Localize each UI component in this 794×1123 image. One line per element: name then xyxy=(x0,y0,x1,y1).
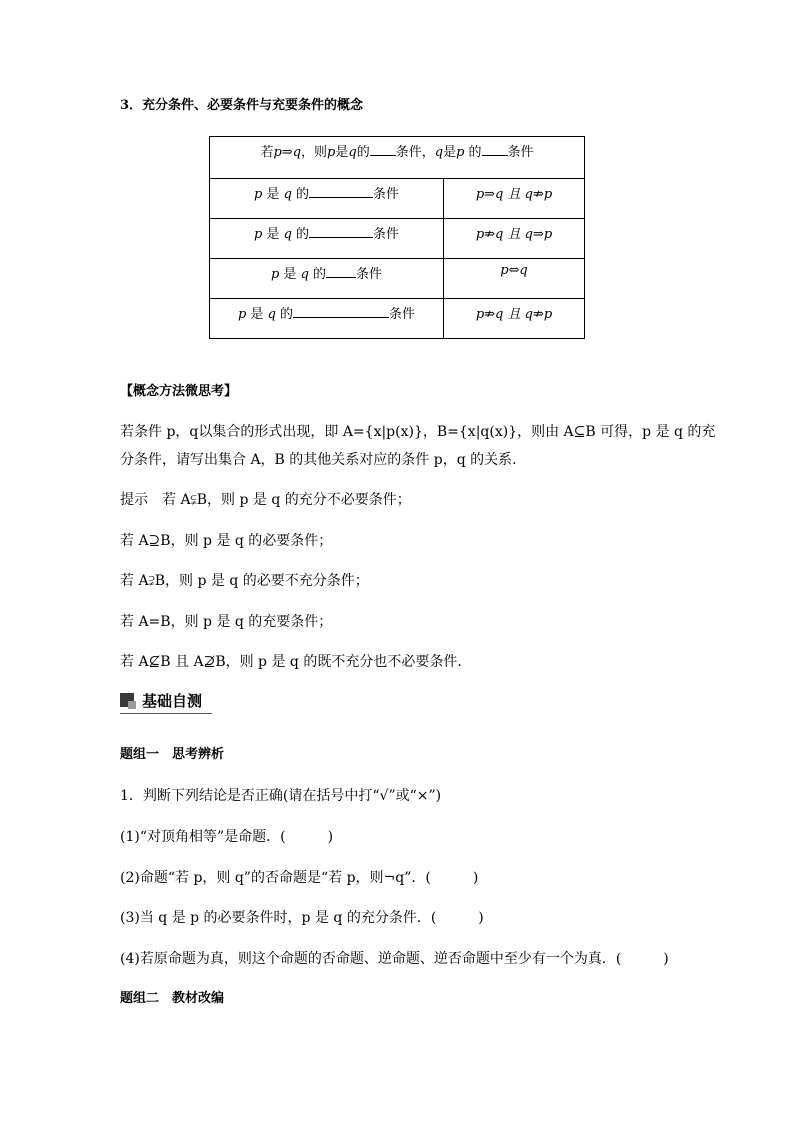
header-text: 条件， xyxy=(395,145,435,160)
cell-text: 条件 xyxy=(373,187,400,202)
relation-text: p⇒q 且 q⇏p xyxy=(475,187,553,202)
cell-text: 是 xyxy=(283,267,297,282)
var-q: q xyxy=(283,187,292,202)
cell-text: 的 xyxy=(280,307,294,322)
answer-blank xyxy=(293,305,389,318)
var-q: q xyxy=(267,307,276,322)
table-row xyxy=(210,299,585,339)
cell-text: 条件 xyxy=(356,267,383,282)
condition-cell xyxy=(210,299,444,339)
answer-blank xyxy=(326,265,356,278)
var-q: q xyxy=(283,227,292,242)
relation-text: p⇏q 且 q⇏p xyxy=(475,307,553,322)
table-row xyxy=(210,219,585,259)
answer-blank xyxy=(309,225,373,238)
cell-text: 是 xyxy=(266,187,280,202)
table-header-cell xyxy=(210,137,585,179)
condition-cell xyxy=(210,259,444,299)
think-question-line2: 分条件，请写出集合 A，B 的其他关系对应的条件 p，q 的关系． xyxy=(120,452,527,468)
statement-4: (4)若原命题为真，则这个命题的否命题、逆命题、逆否命题中至少有一个为真．( ) xyxy=(120,951,669,967)
cell-text: 条件 xyxy=(373,227,400,242)
answer-blank xyxy=(370,143,396,156)
header-underline xyxy=(120,713,212,714)
header-square-accent-icon xyxy=(128,701,136,709)
var-p: p xyxy=(456,145,465,160)
answer-blank xyxy=(309,185,373,198)
var-q: q xyxy=(292,145,302,160)
condition-cell xyxy=(210,219,444,259)
hint-line-2: 若 A⊇B，则 p 是 q 的必要条件； xyxy=(120,533,333,549)
header-text: 的 xyxy=(356,145,370,160)
cell-text: 的 xyxy=(313,267,327,282)
cell-text: 是 xyxy=(250,307,264,322)
relation-text: p⇔q xyxy=(500,263,528,278)
question-1: 1．判断下列结论是否正确(请在括号中打“√”或“×”) xyxy=(120,788,442,804)
think-question-line1: 若条件 p，q以集合的形式出现，即 A={x|p(x)}，B={x|q(x)}，则由 A⊆B 可得，p 是 q 的充 xyxy=(120,424,716,440)
var-p: p xyxy=(270,267,280,282)
cell-text: 条件 xyxy=(389,307,416,322)
statement-1: (1)“对顶角相等”是命题．( ) xyxy=(120,829,334,845)
var-p: p xyxy=(273,145,282,160)
table-row xyxy=(210,179,585,219)
hint-line-3: 若 A⫌B，则 p 是 q 的必要不充分条件； xyxy=(120,573,369,589)
var-p: p xyxy=(253,227,263,242)
header-text: 是 xyxy=(335,145,349,160)
section-title: 3．充分条件、必要条件与充要条件的概念 xyxy=(120,98,364,113)
relation-cell xyxy=(444,259,585,299)
implies-arrow: ⇒ xyxy=(281,145,293,160)
var-q: q xyxy=(300,267,309,282)
header-text: 若 xyxy=(260,145,274,160)
group-two-title: 题组二 教材改编 xyxy=(120,991,225,1006)
cell-text: 的 xyxy=(296,227,310,242)
condition-table xyxy=(209,136,585,339)
think-title: 【概念方法微思考】 xyxy=(120,384,238,399)
group-one-title: 题组一 思考辨析 xyxy=(120,747,225,762)
var-q: q xyxy=(348,145,357,160)
condition-cell xyxy=(210,179,444,219)
cell-text: 是 xyxy=(266,227,280,242)
statement-3: (3)当 q 是 p 的必要条件时，p 是 q 的充分条件．( ) xyxy=(120,910,484,926)
header-text: ，则 xyxy=(301,145,328,160)
header-text: 条件 xyxy=(507,145,534,160)
var-p: p xyxy=(237,307,247,322)
var-q: q xyxy=(434,145,444,160)
relation-cell xyxy=(444,219,585,259)
var-p: p xyxy=(253,187,263,202)
basic-test-title: 基础自测 xyxy=(142,692,203,710)
relation-cell xyxy=(444,179,585,219)
answer-blank xyxy=(482,143,508,156)
header-text: 是 xyxy=(443,145,457,160)
relation-cell xyxy=(444,299,585,339)
hint-line-5: 若 A⊈B 且 A⊉B，则 p 是 q 的既不充分也不必要条件． xyxy=(120,654,472,670)
hint-line-4: 若 A=B，则 p 是 q 的充要条件； xyxy=(120,614,333,630)
table-header-row xyxy=(210,137,585,179)
header-text: 的 xyxy=(464,145,482,160)
cell-text: 的 xyxy=(296,187,310,202)
statement-2: (2)命题“若 p，则 q”的否命题是“若 p，则¬q”．( ) xyxy=(120,870,479,886)
hint-line-1: 提示 若 A⫋B，则 p 是 q 的充分不必要条件； xyxy=(120,492,411,508)
table-row xyxy=(210,259,585,299)
basic-test-header xyxy=(120,691,212,715)
relation-text: p⇏q 且 q⇒p xyxy=(475,227,553,242)
var-p: p xyxy=(327,145,336,160)
